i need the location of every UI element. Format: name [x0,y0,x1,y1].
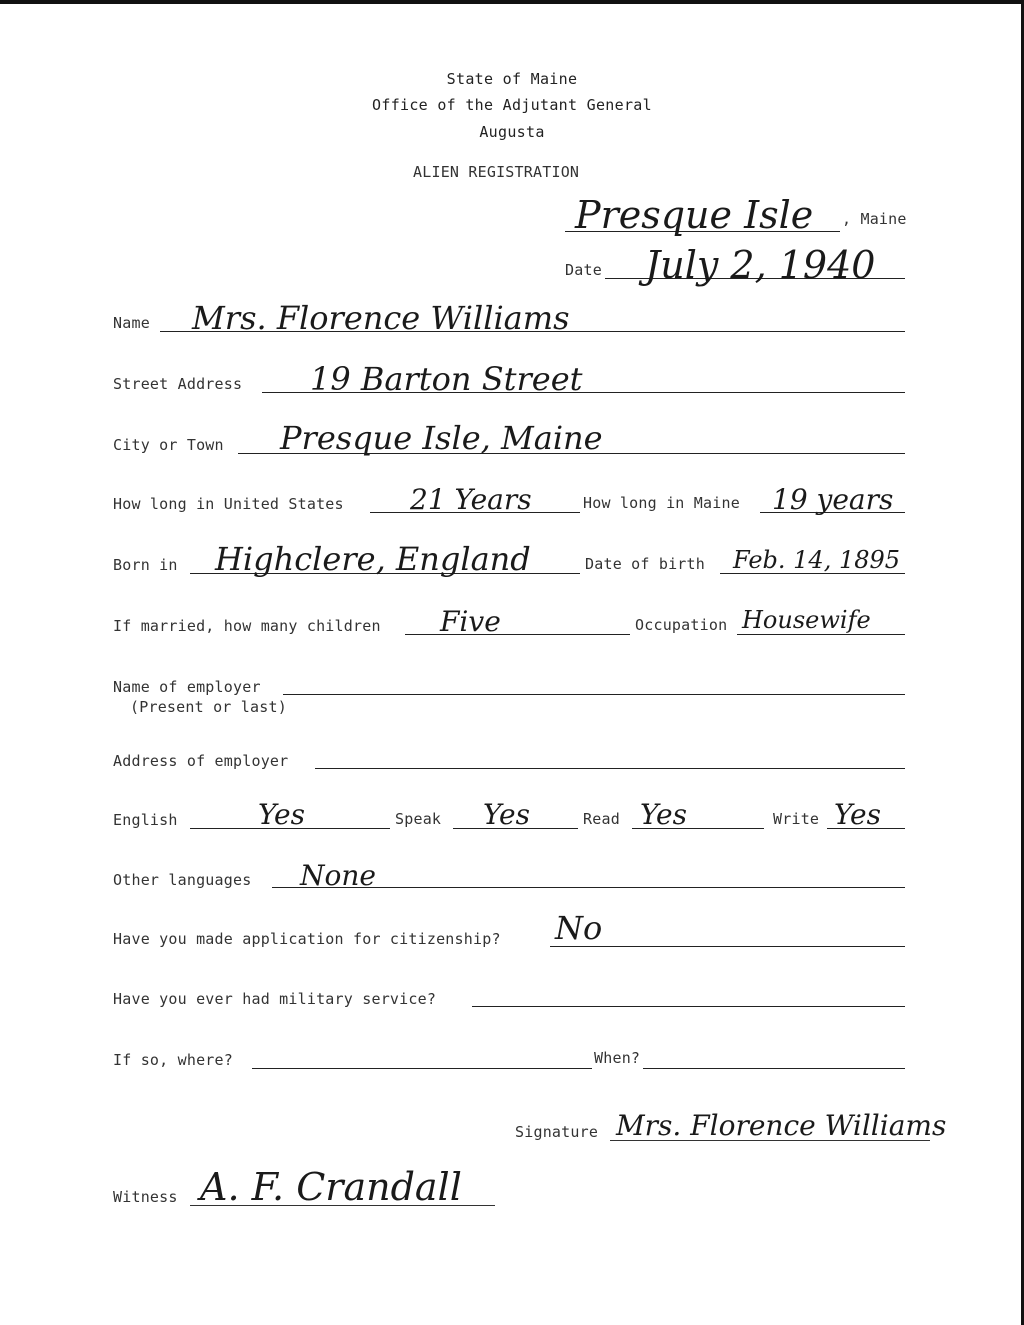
occupation-value[interactable]: Housewife [742,606,871,634]
date-label: Date [565,261,602,279]
name-label: Name [113,314,150,332]
scan-border-top [0,0,1024,4]
signature-label: Signature [515,1123,599,1141]
years-us-label: How long in United States [113,495,344,513]
children-line [405,634,630,635]
military-label: Have you ever had military service? [113,990,437,1008]
place-suffix: , Maine [842,210,907,228]
form-title: ALIEN REGISTRATION [413,163,580,181]
years-maine-value[interactable]: 19 years [772,483,894,516]
speak-label: Speak [395,810,442,828]
citizenship-line [550,946,905,947]
children-value[interactable]: Five [440,605,501,638]
citizenship-value[interactable]: No [555,909,603,947]
years-us-value[interactable]: 21 Years [410,483,532,516]
english-value[interactable]: Yes [258,798,305,831]
years-maine-label: How long in Maine [583,494,740,512]
employer-address-label: Address of employer [113,752,289,770]
dob-label: Date of birth [585,555,705,573]
when-label: When? [594,1049,641,1067]
occupation-label: Occupation [635,616,728,634]
place-handwritten[interactable]: Presque Isle [575,193,814,237]
citizenship-label: Have you made application for citizenship? [113,930,501,948]
date-value[interactable]: July 2, 1940 [645,243,876,287]
children-label: If married, how many children [113,617,381,635]
employer-line[interactable] [283,694,905,695]
witness-value[interactable]: A. F. Crandall [200,1165,462,1209]
street-value[interactable]: 19 Barton Street [310,360,583,398]
speak-value[interactable]: Yes [483,798,530,831]
write-label: Write [773,810,820,828]
born-in-value[interactable]: Highclere, England [215,540,531,578]
witness-label: Witness [113,1188,178,1206]
dob-value[interactable]: Feb. 14, 1895 [733,546,901,574]
header-office: Office of the Adjutant General [372,96,652,114]
header-city: Augusta [479,123,545,141]
where-label: If so, where? [113,1051,233,1069]
street-label: Street Address [113,375,243,393]
read-value[interactable]: Yes [640,798,687,831]
born-in-label: Born in [113,556,178,574]
other-languages-label: Other languages [113,871,252,889]
read-label: Read [583,810,620,828]
military-line[interactable] [472,1006,905,1007]
city-value[interactable]: Presque Isle, Maine [280,419,603,457]
write-value[interactable]: Yes [834,798,881,831]
occupation-line [737,634,905,635]
signature-value[interactable]: Mrs. Florence Williams [616,1109,947,1142]
city-label: City or Town [113,436,224,454]
employer-label: Name of employer [113,678,261,696]
name-value[interactable]: Mrs. Florence Williams [192,299,570,337]
employer-address-line[interactable] [315,768,905,769]
english-label: English [113,811,178,829]
other-languages-value[interactable]: None [300,859,376,892]
header-state: State of Maine [446,70,578,88]
where-line[interactable] [252,1068,592,1069]
employer-sublabel: (Present or last) [130,698,287,716]
when-line[interactable] [643,1068,905,1069]
